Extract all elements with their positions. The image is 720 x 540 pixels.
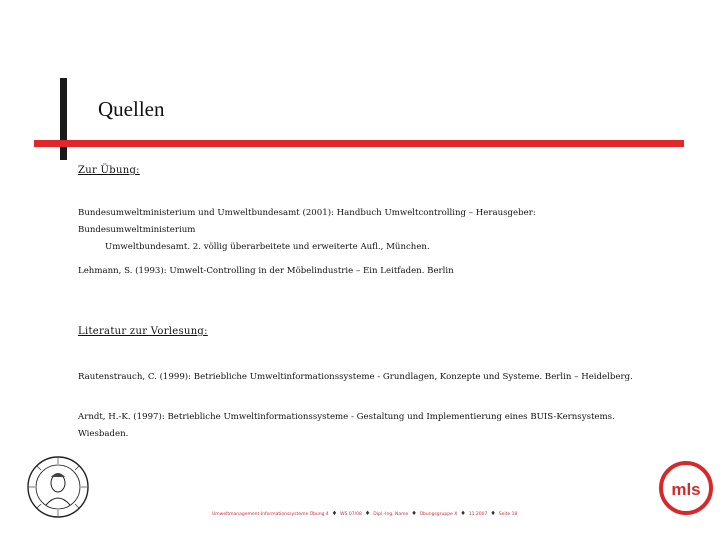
reference-item xyxy=(78,205,648,256)
reference-item xyxy=(78,409,648,443)
footer-semester: WS 07/08 xyxy=(340,512,362,517)
reference-line: Rautenstrauch, C. (1999): Betriebliche Umweltinformationssysteme - Grundlagen, Konzepte und Systeme. Berlin – Heidelberg. xyxy=(78,372,633,382)
footer-course: Umweltmanagement-Informationssysteme Übung 4 xyxy=(212,512,329,517)
footer-page: Seite 18 xyxy=(498,512,518,517)
footer-separator-icon: ♦ xyxy=(331,510,338,517)
mls-logo xyxy=(656,458,716,518)
footer-separator-icon: ♦ xyxy=(460,510,466,517)
university-seal-icon xyxy=(26,455,90,519)
reference-line: Bundesumweltministerium und Umweltbundesamt (2001): Handbuch Umweltcontrolling – Herausgeber: Bundesumweltministerium xyxy=(78,208,536,235)
reference-line: Arndt, H.-K. (1997): Betriebliche Umweltinformationssysteme - Gestaltung und Implementierung eines BUIS-Kernsystems. Wiesbaden. xyxy=(78,412,615,439)
reference-line: Lehmann, S. (1993): Umwelt-Controlling in der Möbelindustrie – Ein Leitfaden. Berlin xyxy=(78,266,454,276)
footer-author: Dipl.-Ing. Name xyxy=(373,512,409,517)
footer-group: Übungsgruppe X xyxy=(419,512,458,517)
footer xyxy=(212,510,517,517)
reference-item xyxy=(78,263,648,280)
footer-separator-icon: ♦ xyxy=(490,510,496,517)
title-underline-bar xyxy=(34,140,684,147)
section-heading-uebung: Zur Übung: xyxy=(78,165,140,176)
reference-item xyxy=(78,369,648,386)
footer-separator-icon: ♦ xyxy=(364,510,371,517)
footer-separator-icon: ♦ xyxy=(411,510,417,517)
title-vertical-bar xyxy=(60,78,67,160)
logo-text: mls xyxy=(671,480,701,499)
footer-date: 11.2007 xyxy=(468,512,488,517)
section-heading-vorlesung: Literatur zur Vorlesung: xyxy=(78,326,208,337)
slide-title: Quellen xyxy=(98,97,165,121)
reference-line-continued: Umweltbundesamt. 2. völlig überarbeitete und erweiterte Aufl., München. xyxy=(105,242,430,252)
